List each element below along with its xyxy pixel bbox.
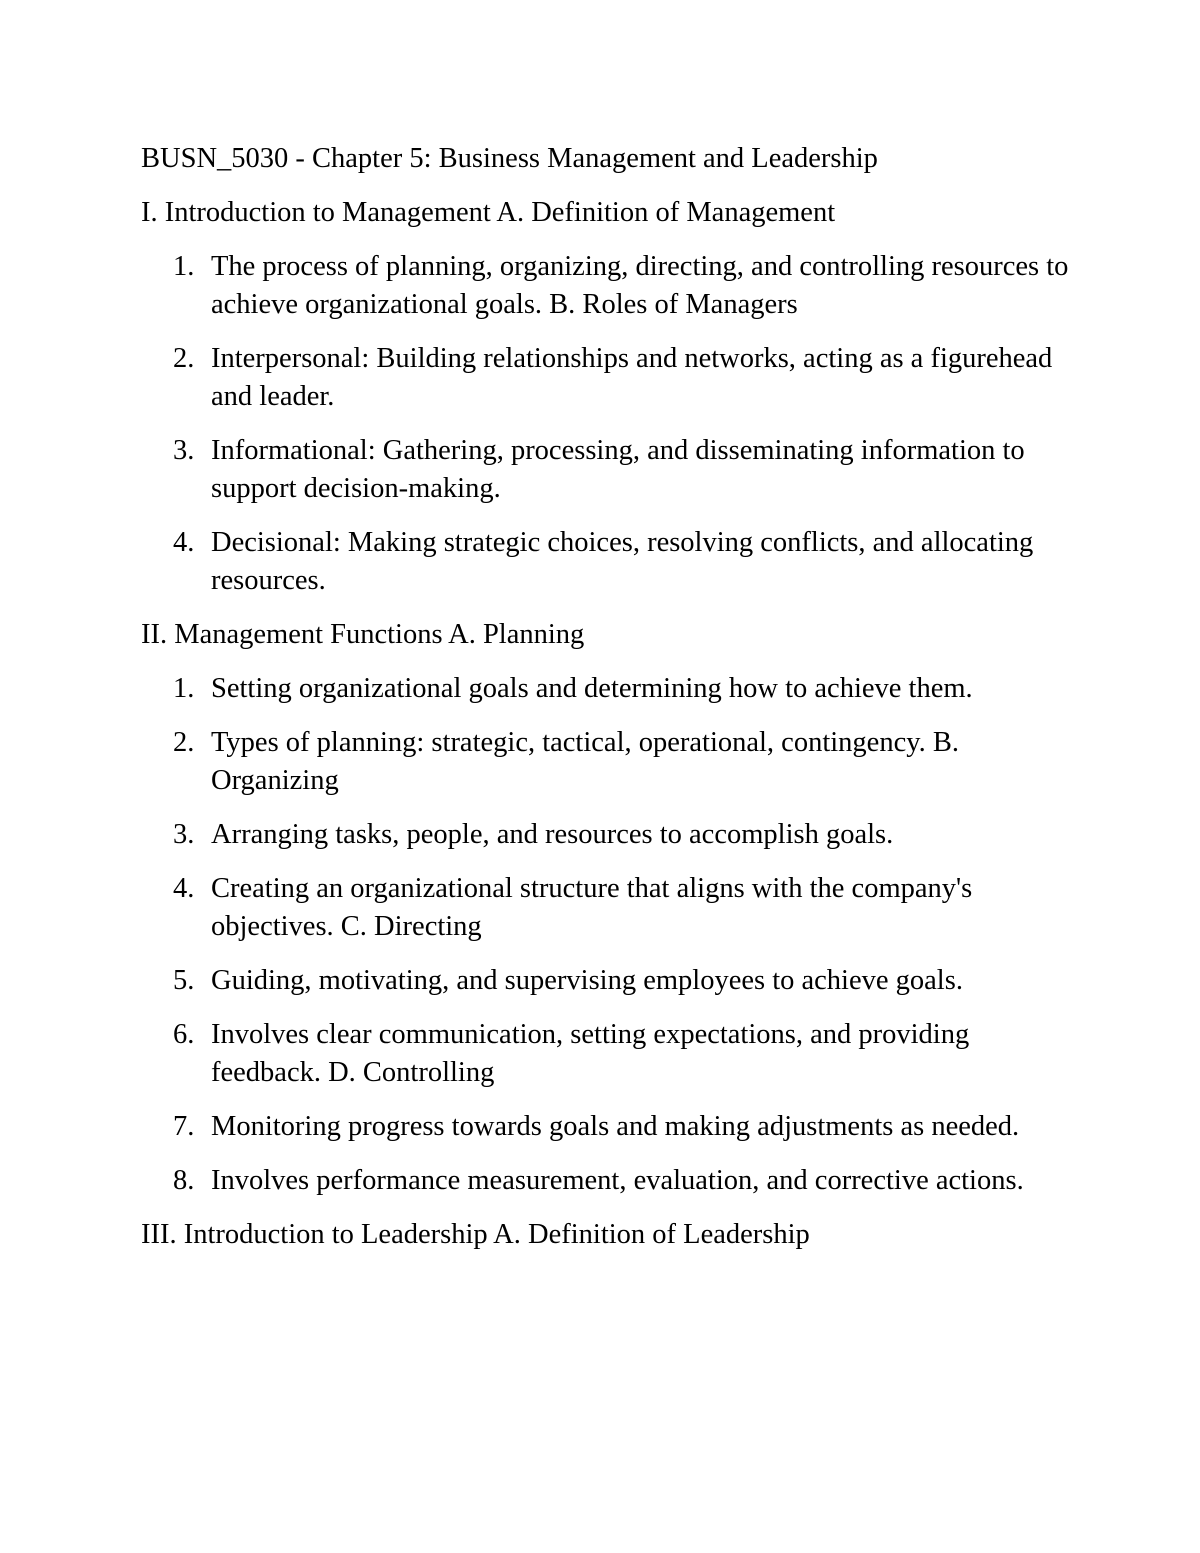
list-item-number: 4.: [173, 527, 195, 558]
list-item: [141, 1162, 1071, 1200]
list-item-text: Decisional: Making strategic choices, resolving conflicts, and allocating resources.: [211, 527, 1034, 596]
list-item-number: 5.: [173, 965, 195, 996]
list-item: [141, 432, 1071, 508]
list-item: [141, 1108, 1071, 1146]
list-item-number: 3.: [173, 435, 195, 466]
list-item-text: Interpersonal: Building relationships and networks, acting as a figurehead and leader.: [211, 343, 1053, 412]
list-item: [141, 870, 1071, 946]
list-item-number: 2.: [173, 727, 195, 758]
document-body: [141, 140, 1071, 1270]
list-item-text: Types of planning: strategic, tactical, operational, contingency. B. Organizing: [211, 727, 959, 796]
list-item-number: 6.: [173, 1019, 195, 1050]
section-heading-3: III. Introduction to Leadership A. Definition of Leadership: [141, 1219, 810, 1250]
list-item: [141, 670, 1071, 708]
list-item: [141, 1016, 1071, 1092]
list-item-text: Involves clear communication, setting expectations, and providing feedback. D. Controlling: [211, 1019, 970, 1088]
section-heading-2: II. Management Functions A. Planning: [141, 619, 585, 650]
list-item-number: 1.: [173, 251, 195, 282]
list-item-text: Arranging tasks, people, and resources to accomplish goals.: [211, 819, 894, 850]
list-item: [141, 340, 1071, 416]
list-item-number: 3.: [173, 819, 195, 850]
list-item-text: Informational: Gathering, processing, and disseminating information to support decision-making.: [211, 435, 1025, 504]
list-item-number: 1.: [173, 673, 195, 704]
section-1-list: [141, 248, 1071, 600]
list-item-number: 7.: [173, 1111, 195, 1142]
list-item-number: 2.: [173, 343, 195, 374]
section-2-list: [141, 670, 1071, 1200]
list-item-number: 4.: [173, 873, 195, 904]
list-item: [141, 724, 1071, 800]
list-item: [141, 524, 1071, 600]
list-item-number: 8.: [173, 1165, 195, 1196]
list-item: [141, 816, 1071, 854]
list-item-text: Setting organizational goals and determining how to achieve them.: [211, 673, 973, 704]
list-item-text: Involves performance measurement, evaluation, and corrective actions.: [211, 1165, 1024, 1196]
section-heading-1: I. Introduction to Management A. Definition of Management: [141, 197, 836, 228]
list-item-text: The process of planning, organizing, directing, and controlling resources to achieve organizational goals. B. Roles of Managers: [211, 251, 1069, 320]
list-item-text: Creating an organizational structure that aligns with the company's objectives. C. Directing: [211, 873, 973, 942]
list-item-text: Guiding, motivating, and supervising employees to achieve goals.: [211, 965, 963, 996]
list-item-text: Monitoring progress towards goals and making adjustments as needed.: [211, 1111, 1020, 1142]
list-item: [141, 962, 1071, 1000]
list-item: [141, 248, 1071, 324]
document-title: BUSN_5030 - Chapter 5: Business Management and Leadership: [141, 143, 878, 174]
